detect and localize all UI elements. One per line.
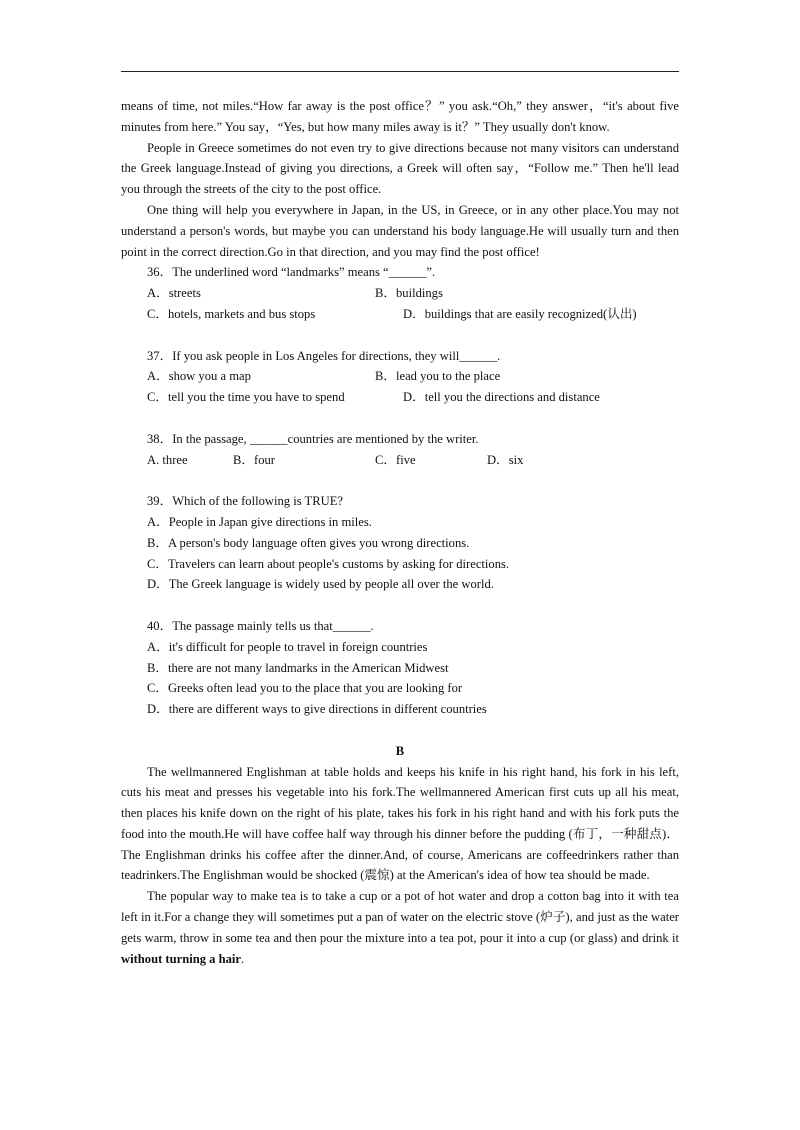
question-39-option-b: B．A person's body language often gives you wrong directions. <box>147 535 470 550</box>
question-39-option-d: D．The Greek language is widely used by people all over the world. <box>147 577 494 592</box>
idiom-without-turning-a-hair: without turning a hair <box>121 951 242 966</box>
question-36-options-row-1 <box>121 283 679 304</box>
question-38-option-b: B．four <box>233 452 275 467</box>
question-40-option-d: D．there are different ways to give directions in different countries <box>147 702 487 717</box>
question-37-options-row-2 <box>121 387 679 408</box>
question-38-option-c: C．five <box>375 452 416 467</box>
question-40-option-a: A．it's difficult for people to travel in foreign countries <box>147 639 428 654</box>
question-36-option-a: A．streets <box>147 286 201 301</box>
question-40-option-c: C．Greeks often lead you to the place that you are looking for <box>147 681 463 696</box>
question-39-option-a: A．People in Japan give directions in miles. <box>147 514 372 529</box>
passage-a-paragraph-2: People in Greece sometimes do not even try to give directions because not many visitors can understand the Greek language.Instead of giving you directions, a Greek will often say，“Follow me.” Then he'll lead you through the streets of the city to the post office. <box>121 140 679 197</box>
section-b-title: B <box>395 743 405 758</box>
question-37-options-row-1 <box>121 366 679 387</box>
header-rule <box>121 71 679 72</box>
question-36-option-c: C．hotels, markets and bus stops <box>147 306 316 321</box>
question-37-option-b: B．lead you to the place <box>375 369 501 384</box>
question-39-option-c: C．Travelers can learn about people's customs by asking for directions. <box>147 556 510 571</box>
question-38-option-a: A. three <box>147 452 188 467</box>
question-36-stem: 36．The underlined word “landmarks” means “______”. <box>147 265 436 280</box>
passage-b-paragraph-1: The wellmannered Englishman at table holds and keeps his knife in his right hand, his fork in his left, cuts his meat and presses his vegetable into his fork.The wellmannered American first cuts up all his meat, then places his knife down on the right of his plate, takes his fork in his right hand and with his fork puts the food into the mouth.He will have coffee half way through his dinner before the pudding (布丁，一种甜点)．The Englishman drinks his coffee after the dinner.And, of course, Americans are coffeedrinkers rather than teadrinkers.The Englishman would be shocked (震惊) at the American's idea of how tea should be made. <box>121 764 679 883</box>
question-40-stem: 40．The passage mainly tells us that______. <box>147 618 374 633</box>
question-38-stem: 38．In the passage, ______countries are mentioned by the writer. <box>147 431 479 446</box>
question-37-option-a: A．show you a map <box>147 369 251 384</box>
question-38-options-row <box>121 450 679 471</box>
question-40-option-b: B．there are not many landmarks in the American Midwest <box>147 660 449 675</box>
question-36-option-b: B．buildings <box>375 286 443 301</box>
question-36-options-row-2 <box>121 304 679 325</box>
question-36-option-d: D．buildings that are easily recognized(认出) <box>403 306 637 321</box>
passage-b-paragraph-2-end: . <box>241 951 245 966</box>
document-body <box>121 96 679 969</box>
question-37-option-c: C．tell you the time you have to spend <box>147 390 345 405</box>
passage-a-paragraph-1: means of time, not miles.“How far away is the post office？” you ask.“Oh,” they answer，“it's about five minutes from here.” You say，“Yes, but how many miles away is it？” They usually don't know. <box>121 99 679 134</box>
passage-b-paragraph-2 <box>121 886 679 969</box>
question-37-option-d: D．tell you the directions and distance <box>403 390 600 405</box>
passage-a-paragraph-3: One thing will help you everywhere in Japan, in the US, in Greece, or in any other place.You may not understand a person's words, but maybe you can understand his body language.He will usually turn and then point in the correct direction.Go in that direction, and you may find the post office! <box>121 202 679 259</box>
question-37-stem: 37．If you ask people in Los Angeles for directions, they will______. <box>147 348 501 363</box>
passage-b-paragraph-2-text: The popular way to make tea is to take a cup or a pot of hot water and drop a cotton bag into it with tea left in it.For a change they will sometimes put a pan of water on the electric stove (炉子), and just as the water gets warm, throw in some tea and then pour the mixture into a tea pot, pour it into a cup (or glass) and drink it <box>121 889 679 945</box>
question-38-option-d: D．six <box>487 452 524 467</box>
question-39-stem: 39．Which of the following is TRUE? <box>147 494 343 509</box>
